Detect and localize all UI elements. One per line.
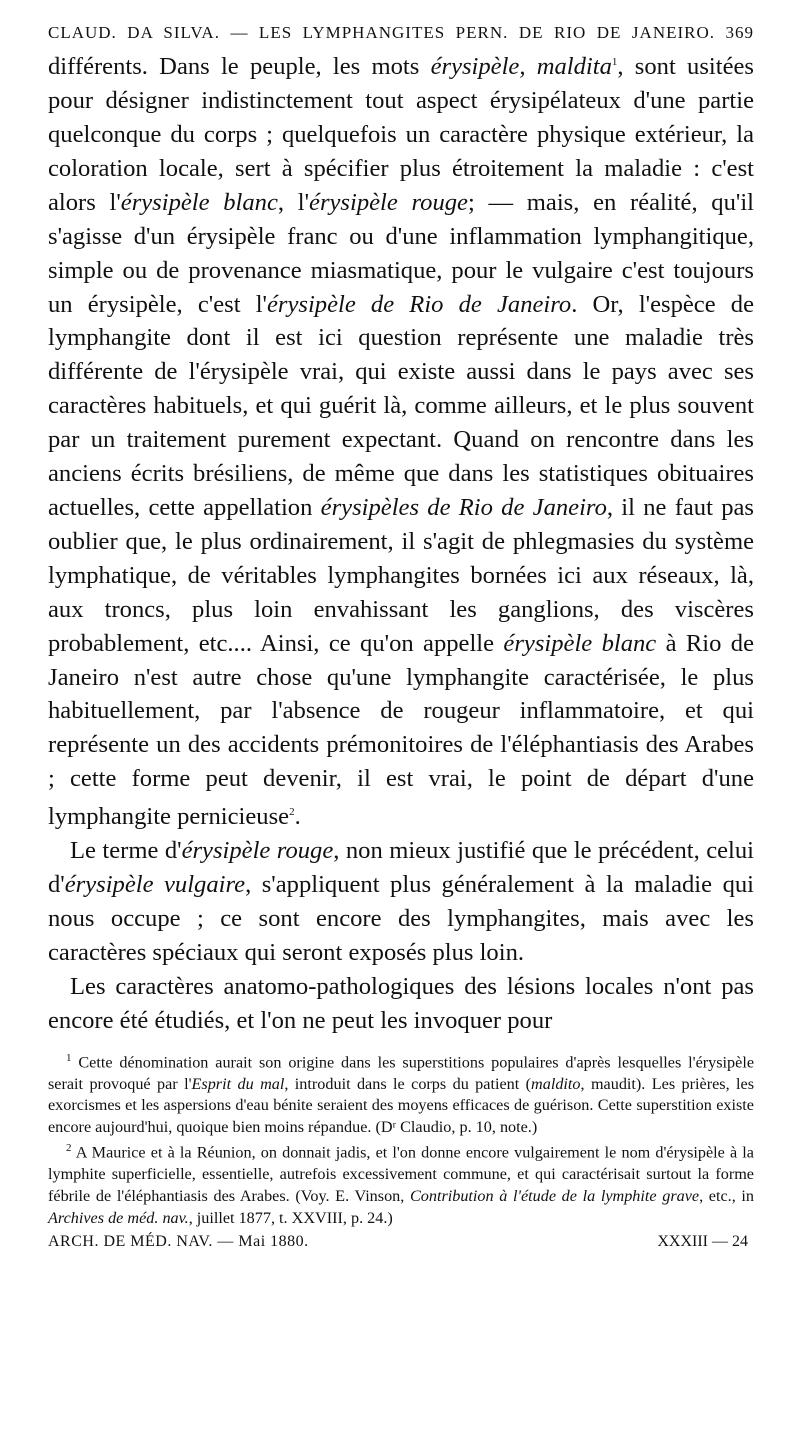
text-run: à Rio de Janeiro n'est autre chose qu'une lymphangite caractérisée, le plus habituellement, par l'absence de rougeur inflammatoire, et qui représente un des accidents prémonitoires de l'éléphantiasis des Arabes ; cette forme peut devenir, il est vrai, le point de départ d'une lymphangite pernicieuse [48,629,755,831]
italic-term: érysipèle vulgaire [64,871,246,899]
text-run: , l' [277,188,310,216]
text-run: , s'appliquent plus généralement à la maladie qui nous occupe ; ce sont encore des lymphangites, mais avec les caractères spéciaux qui seront exposés plus loin. [48,871,754,966]
text-run: Cette dénomination aurait son origine dans les superstitions populaires d'après lesquelles l'érysipèle serait provoqué par l' [48,1053,754,1093]
italic-term: Contribution à l'étude de la lymphite grave [409,1187,700,1205]
footnote-ref: 1 [611,56,618,68]
footnote-ref: 2 [289,806,295,819]
italic-term: érysipèle blanc [503,629,657,657]
text-run: , maudit). Les prières, les exorcismes et les aspersions d'eau bénite seraient des moyens efficaces de guérison. Cette superstition existe encore aujourd'hui, quoique bien moins répandue. (Dʳ Claudio, p. 10, note.) [48,1074,754,1136]
italic-term: maldito [531,1074,581,1093]
text-run: différents. Dans le peuple, les mots [48,53,431,81]
footnote-mark: 1 [66,1051,72,1064]
text-run: A Maurice et à la Réunion, on donnait jadis, et l'on donne encore vulgairement le nom d'érysipèle à la lymphite superficielle, essentielle, autrefois excessivement commune, et qui caractérisait surtout la forme fébrile de l'éléphantiasis des Arabes. (Voy. E. Vinson, [48,1143,754,1205]
italic-term: érysipèle rouge [309,188,468,216]
paragraph-1 [48,46,754,834]
footnote-mark: 2 [66,1142,72,1155]
body-text [48,46,754,1038]
italic-term: érysipèles de Rio de Janeiro [320,493,607,521]
journal-signature: ARCH. DE MÉD. NAV. — Mai 1880. [48,1233,309,1251]
running-title: CLAUD. DA SILVA. — LES LYMPHANGITES PERN. DE RIO DE JANEIRO. [48,23,716,42]
signature-line [48,1233,754,1251]
text-run: , il ne faut pas oublier que, le plus ordinairement, il s'agit de phlegmasies du système lymphatique, de véritables lymphangites bornées ici aux réseaux, là, aux troncs, plus loin envahissant les ganglions, des viscères probablement, etc.... Ainsi, ce qu'on appelle [48,493,754,657]
page [48,16,754,1416]
running-head [48,20,754,46]
sheet-signature: XXXIII — 24 [657,1233,748,1251]
text-run: Le terme d' [70,837,182,865]
text-run: . Or, l'espèce de lymphangite dont il est ici question représente une maladie très différente de l'érysipèle vrai, qui existe aussi dans le pays avec ses caractères habituels, et qui guérit là, comme ailleurs, et le plus souvent par un traitement purement expectant. Quand on rencontre dans les anciens écrits brésiliens, de même que dans les statistiques obituaires actuelles, cette appellation [48,290,755,521]
italic-term: érysipèle, maldita [430,53,612,81]
footnote-2 [48,1138,754,1229]
italic-term: érysipèle blanc [120,188,278,216]
page-number: 369 [725,23,755,42]
text-run: ; — mais, en réalité, qu'il s'agisse d'un érysipèle franc ou d'une inflammation lymphangitique, simple ou de provenance miasmatique, pour le vulgaire c'est toujours un érysipèle, c'est l' [48,188,754,318]
paragraph-3: Les caractères anatomo-pathologiques des lésions locales n'ont pas encore été étudiés, et l'on ne peut les invoquer pour [48,972,754,1034]
text-run: , introduit dans le corps du patient ( [284,1074,532,1093]
text-run: , non mieux justifié que le précédent, celui d' [48,837,754,899]
italic-term: Esprit du mal [191,1074,285,1093]
text-run: , sont usitées pour désigner indistinctement tout aspect érysipélateux d'une partie quelconque du corps ; quelquefois un caractère physique extérieur, la coloration locale, sert à spécifier plus étroitement la maladie : c'est alors l' [48,53,754,216]
italic-term: érysipèle de Rio de Janeiro [266,290,572,318]
footnotes [48,1048,754,1230]
paragraph-2 [48,834,754,970]
footnote-1 [48,1048,754,1139]
text-run: , juillet 1877, t. XXVIII, p. 24.) [188,1208,393,1227]
text-run: . [294,803,301,831]
text-run: , etc., in [699,1187,754,1205]
italic-term: Archives de méd. nav. [48,1208,189,1227]
italic-term: érysipèle rouge [181,837,334,865]
